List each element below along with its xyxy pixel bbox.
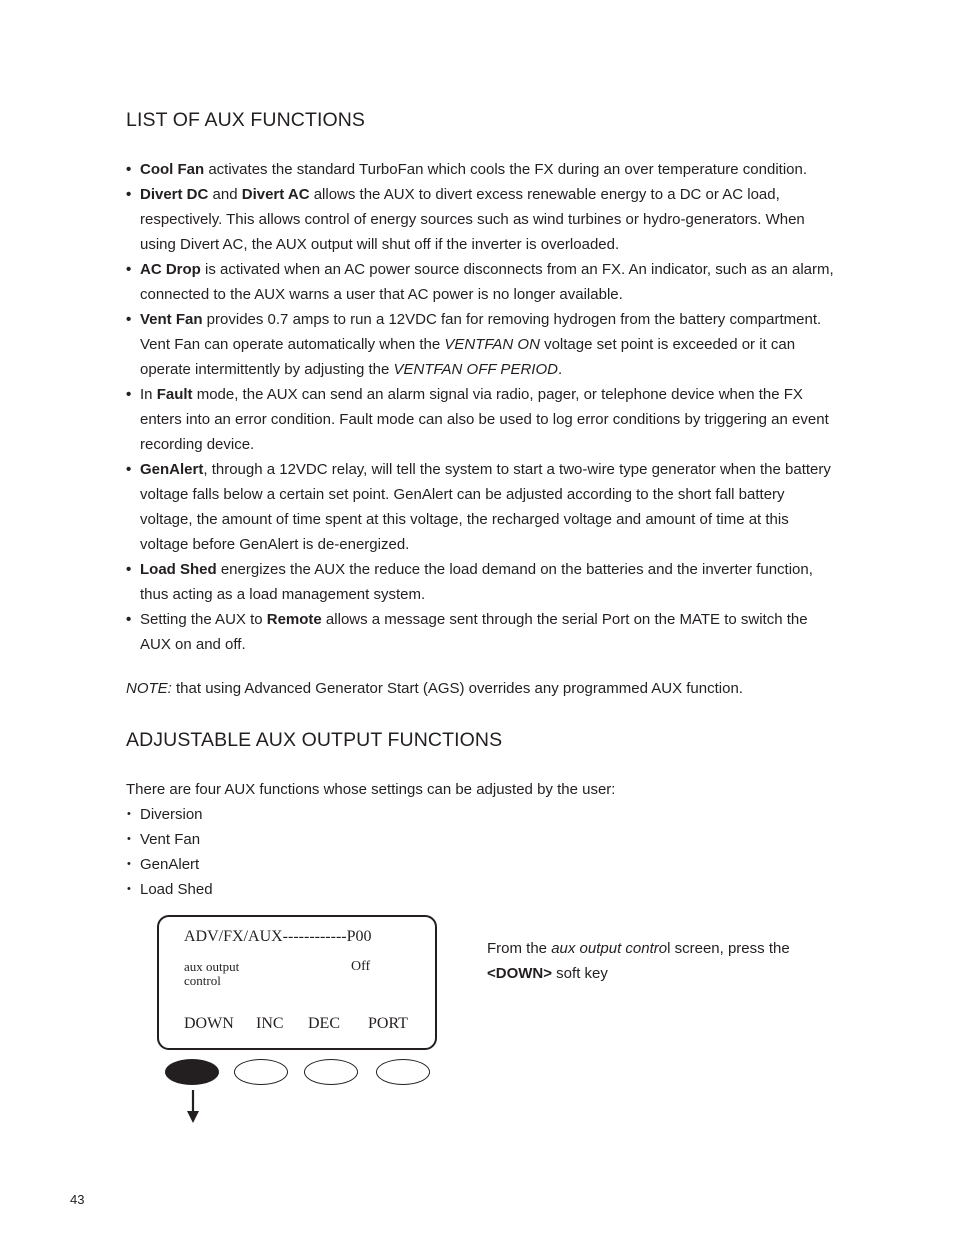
setting-value: Off xyxy=(351,959,371,974)
soft-key-port-button[interactable] xyxy=(376,1059,430,1085)
list-item xyxy=(126,307,836,382)
term: Divert AC xyxy=(241,186,310,203)
key-label-port: PORT xyxy=(368,1015,408,1032)
key-label-dec: DEC xyxy=(308,1015,340,1032)
arrow-down-icon xyxy=(185,1090,201,1124)
lcd-screen xyxy=(157,915,437,1050)
list-item xyxy=(126,457,836,557)
setting-label xyxy=(184,960,294,988)
list-item: • Diversion xyxy=(126,802,213,827)
instruction-pre: From the xyxy=(487,940,552,957)
adjustable-functions-list xyxy=(126,802,213,902)
term: Divert DC xyxy=(140,186,209,203)
screen-name: aux output contro xyxy=(551,940,668,957)
term: Vent Fan xyxy=(140,311,203,328)
note-text: that using Advanced Generator Start (AGS) overrides any programmed AUX function. xyxy=(171,680,743,697)
intro-text: There are four AUX functions whose settings can be adjusted by the user: xyxy=(126,781,616,798)
page-number: 43 xyxy=(70,1192,85,1207)
list-item xyxy=(126,382,836,457)
section-heading-aux-functions: LIST OF AUX FUNCTIONS xyxy=(126,109,366,131)
note xyxy=(126,676,846,701)
description: energizes the AUX the reduce the load demand on the batteries and the inverter function, thus acting as a load management system. xyxy=(140,561,813,603)
soft-key-inc-button[interactable] xyxy=(234,1059,288,1085)
list-item: • Vent Fan xyxy=(126,827,213,852)
instruction-post: soft key xyxy=(552,965,608,982)
description: is activated when an AC power source disconnects from an FX. An indicator, such as an alarm, connected to the AUX warns a user that AC power is no longer available. xyxy=(140,261,834,303)
description: mode, the AUX can send an alarm signal via radio, pager, or telephone device when the FX enters into an error condition. Fault mode can also be used to log error conditions by triggering an event recording device. xyxy=(140,386,829,453)
setting-name: VENTFAN OFF PERIOD xyxy=(393,361,558,378)
description: provides 0.7 amps to run a 12VDC fan for removing hydrogen from the battery compartment. Vent Fan can operate automatically when the xyxy=(140,311,822,353)
connector: and xyxy=(208,186,242,203)
setting-label-line2: control xyxy=(184,973,221,988)
prefix: In xyxy=(140,386,157,403)
aux-functions-list xyxy=(126,157,836,657)
key-label-down: DOWN xyxy=(184,1015,234,1032)
section-heading-adjustable-aux: ADJUSTABLE AUX OUTPUT FUNCTIONS xyxy=(126,729,503,751)
soft-key-labels xyxy=(184,1015,408,1033)
soft-key-dec-button[interactable] xyxy=(304,1059,358,1085)
term: GenAlert xyxy=(140,461,204,478)
list-item: • GenAlert xyxy=(126,852,213,877)
description: . xyxy=(557,361,563,378)
key-label-inc: INC xyxy=(256,1015,284,1032)
setting-label-line1: aux output xyxy=(184,959,240,974)
list-item xyxy=(126,607,836,657)
term: Remote xyxy=(266,611,322,628)
note-label: NOTE: xyxy=(126,680,172,697)
description: allows the AUX to divert excess renewable energy to a DC or AC load, respectively. This allows control of energy sources such as wind turbines or hydro-generators. When using Divert AC, the AUX output will shut off if the inverter is overloaded. xyxy=(140,186,805,253)
description: activates the standard TurboFan which cools the FX during an over temperature condition. xyxy=(204,161,808,178)
list-item xyxy=(126,182,836,257)
term: Load Shed xyxy=(140,561,217,578)
description: , through a 12VDC relay, will tell the system to start a two-wire type generator when the battery voltage falls below a certain set point. GenAlert can be adjusted according to the short fall battery voltage, the amount of time spent at this voltage, the recharged voltage and amount of time at this voltage before GenAlert is de-energized. xyxy=(140,461,831,553)
menu-path: ADV/FX/AUX------------P00 xyxy=(184,928,372,945)
setting-name: VENTFAN ON xyxy=(444,336,540,353)
list-item xyxy=(126,257,836,307)
list-item xyxy=(126,157,836,182)
term: AC Drop xyxy=(140,261,201,278)
description: voltage set point is exceeded or it can operate intermittently by adjusting the xyxy=(140,336,796,378)
list-item: • Load Shed xyxy=(126,877,213,902)
soft-key-down-button[interactable] xyxy=(165,1059,219,1085)
description: allows a message sent through the serial Port on the MATE to switch the AUX on and off. xyxy=(140,611,808,653)
instruction-text xyxy=(487,936,807,986)
prefix: Setting the AUX to xyxy=(140,611,267,628)
list-item xyxy=(126,557,836,607)
term: Cool Fan xyxy=(140,161,205,178)
key-name: <DOWN> xyxy=(487,965,553,982)
term: Fault xyxy=(156,386,193,403)
instruction-mid: l screen, press the xyxy=(667,940,790,957)
